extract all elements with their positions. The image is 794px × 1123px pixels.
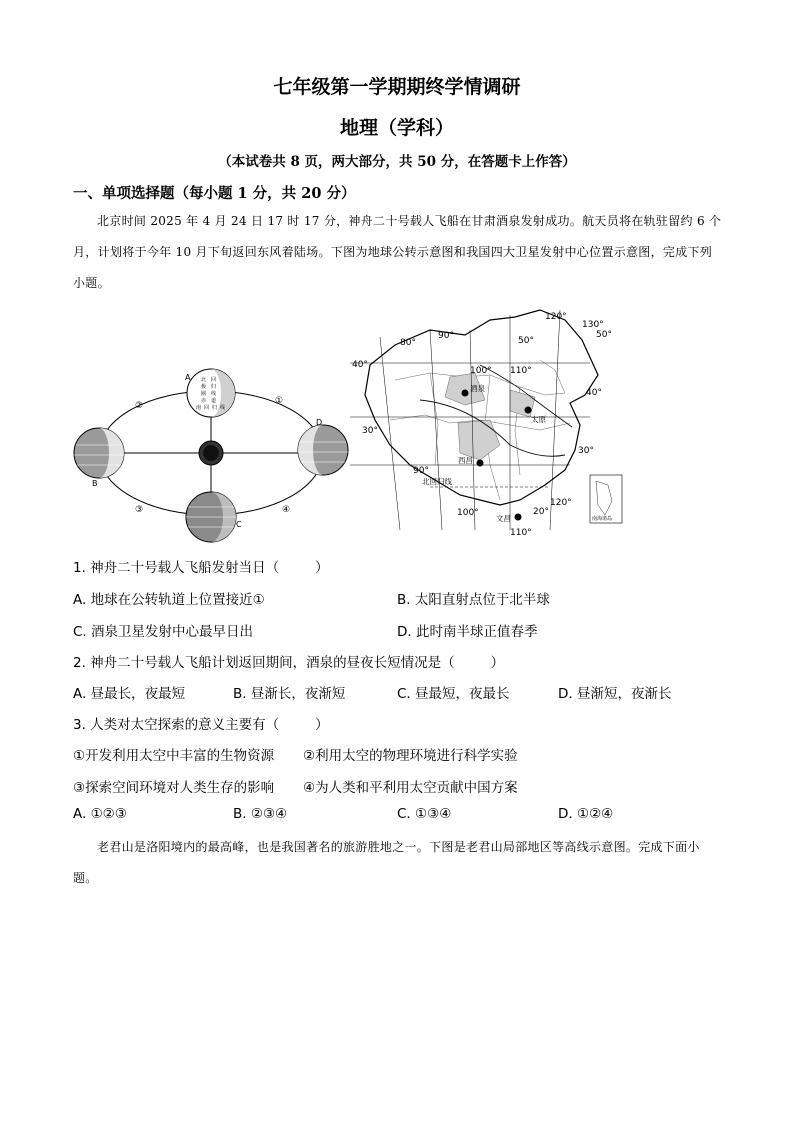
globe-text: 线 [211, 391, 217, 397]
intro-paragraph-1: 北京时间 2025 年 4 月 24 日 17 时 17 分，神舟二十号载人飞船在甘肃酒泉发射成功。航天员将在轨驻留约 6 个月，计划将于今年 10 月下旬返回东风着陆场。下图为地球公转示意图和我国四大卫星发射中心位置示意图，完成下列小题。 [73, 214, 722, 290]
globe-text: 北 [201, 377, 207, 383]
orbit-seg-4: ④ [282, 505, 291, 515]
exam-title: 七年级第一学期期终学情调研 [273, 76, 521, 98]
orbit-seg-1: ① [275, 396, 284, 406]
subject-title: 地理（学科） [339, 117, 454, 139]
q2-option-b: B. 昼渐长，夜渐短 [233, 686, 346, 702]
q2-option-a: A. 昼最长，夜最短 [73, 686, 186, 702]
q1-option-d: D. 此时南半球正值春季 [397, 624, 538, 640]
globe-text: 南 [196, 405, 202, 411]
question-3-close: ） [315, 717, 329, 733]
q1-option-a: A. 地球在公转轨道上位置接近① [73, 592, 265, 608]
lon-label: 90° [438, 331, 454, 341]
globe-text: 圈 [201, 391, 207, 397]
lon-label: 100° [470, 366, 492, 376]
lat-label: 30° [362, 426, 378, 436]
orbit-label-B: B [92, 479, 98, 488]
globe-text: 归 [211, 384, 217, 390]
globe-text: 回 [211, 377, 217, 383]
lon-label: 120° [545, 312, 567, 322]
q2-option-c: C. 昼最短，夜最长 [397, 686, 510, 702]
china-map-figure [350, 305, 640, 540]
earth-globe-C [186, 492, 236, 542]
q3-option-d: D. ①②④ [558, 806, 614, 822]
globe-text: 回 [204, 405, 210, 411]
inset-label: 南海诸岛 [592, 516, 613, 522]
orbit-seg-2: ② [135, 401, 144, 411]
lon-label: 90° [413, 466, 429, 476]
lon-label: 120° [550, 498, 572, 508]
q2-option-d: D. 昼渐短，夜渐长 [558, 686, 672, 702]
site-taiyuan-label: 太原 [531, 415, 546, 424]
orbit-figure [70, 355, 355, 555]
globe-text: 极 [201, 384, 207, 390]
lat-label: 20° [533, 507, 549, 517]
earth-globe-D [298, 425, 348, 475]
q3-option-a: A. ①②③ [73, 806, 127, 822]
globe-text: 线 [220, 405, 226, 411]
lon-label: 110° [510, 528, 532, 538]
orbit-label-A: A [185, 373, 191, 382]
globe-text: 道 [211, 398, 217, 404]
question-2 [73, 651, 504, 671]
lat-label: 50° [518, 336, 534, 346]
lat-label: 40° [352, 360, 368, 370]
site-xichang-dot [477, 460, 484, 467]
question-1-close: ） [315, 560, 329, 576]
exam-note: （本试卷共 8 页，两大部分，共 50 分，在答题卡上作答） [218, 154, 576, 170]
question-3-stem: 3. 人类对太空探索的意义主要有（ [73, 717, 280, 733]
q3-statement-2: ②利用太空的物理环境进行科学实验 [303, 748, 518, 764]
q3-option-b: B. ②③④ [233, 806, 288, 822]
intro-paragraph-2: 老君山是洛阳境内的最高峰，也是我国著名的旅游胜地之一。下图是老君山局部地区等高线示意图。完成下面小题。 [73, 840, 700, 885]
question-1-stem: 1. 神舟二十号载人飞船发射当日（ [73, 560, 280, 576]
lat-label: 30° [578, 446, 594, 456]
question-2-close: ） [490, 655, 505, 671]
q1-option-b: B. 太阳直射点位于北半球 [397, 592, 550, 608]
earth-globe-B [74, 428, 124, 478]
site-wenchang-label: 文昌 [496, 514, 511, 523]
lat-label: 50° [596, 330, 612, 340]
site-jiuquan-dot [462, 390, 469, 397]
q3-statement-3: ③探索空间环境对人类生存的影响 [73, 780, 275, 796]
lon-label: 100° [457, 508, 479, 518]
q3-statement-4: ④为人类和平利用太空贡献中国方案 [303, 780, 518, 796]
site-xichang-label: 西昌 [458, 456, 473, 465]
lon-label: 110° [510, 366, 532, 376]
globe-text: 赤 [201, 398, 207, 404]
question-2-stem: 2. 神舟二十号载人飞船计划返回期间，酒泉的昼夜长短情况是（ [73, 655, 455, 671]
orbit-label-D: D [316, 418, 323, 427]
site-taiyuan-dot [525, 407, 532, 414]
site-wenchang-dot [515, 514, 522, 521]
tropic-label: 北回归线 [422, 477, 452, 486]
lat-label: 40° [586, 388, 602, 398]
q3-statement-1: ①开发利用太空中丰富的生物资源 [73, 748, 275, 764]
q3-option-c: C. ①③④ [397, 806, 452, 822]
site-jiuquan-label: 酒泉 [470, 384, 485, 393]
lon-label: 130° [582, 320, 604, 330]
section-heading: 一、单项选择题（每小题 1 分，共 20 分） [73, 185, 356, 202]
question-3 [73, 713, 329, 733]
orbit-seg-3: ③ [135, 505, 144, 515]
lon-label: 80° [400, 338, 416, 348]
orbit-label-C: C [236, 520, 242, 529]
question-1 [73, 556, 329, 576]
globe-text: 归 [212, 405, 218, 411]
q1-option-c: C. 酒泉卫星发射中心最早日出 [73, 624, 254, 640]
